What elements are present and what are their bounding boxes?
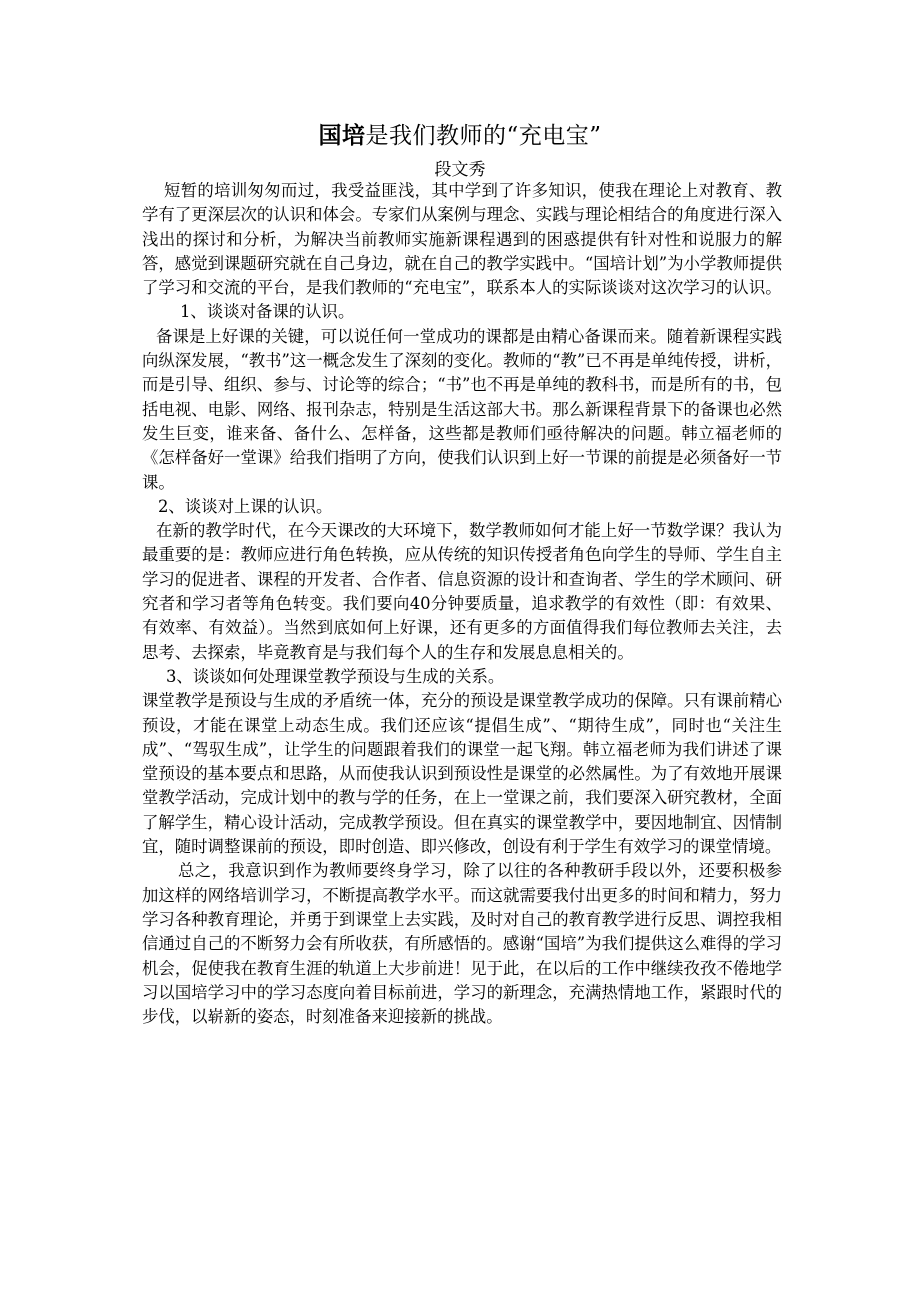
- section-heading-1: 1、谈谈对备课的认识。: [180, 302, 355, 322]
- title-bold-part: 国培: [318, 122, 366, 149]
- section-paragraph-1: 备课是上好课的关键，可以说任何一堂成功的课都是由精心备课而来。随着新课程实践向纵深发展，“教书”这一概念发生了深刻的变化。教师的“教”已不再是单纯传授，讲析，而是引导、组织、参与、讨论等的综合；“书”也不再是单纯的教科书，而是所有的书，包括电视、电影、网络、报刊杂志，特别是生活这部大书。那么新课程背景下的备课也必然发生巨变，谁来备、备什么、怎样备，这些都是教师们亟待解决的问题。韩立福老师的《怎样备好一堂课》给我们指明了方向，使我们认识到上好一节课的前提是必须备好一节课。: [142, 326, 782, 492]
- conclusion-paragraph: 总之，我意识到作为教师要终身学习，除了以往的各种教研手段以外，还要积极参加这样的网络培训学习，不断提高教学水平。而这就需要我付出更多的时间和精力，努力学习各种教育理论，并勇于到课堂上去实践，及时对自己的教育教学进行反思、调控我相信通过自己的不断努力会有所收获，有所感悟的。感谢“国培”为我们提供这么难得的学习机会，促使我在教育生涯的轨道上大步前进！见于此，在以后的工作中继续孜孜不倦地学习以国培学习中的学习态度向着目标前进，学习的新理念，充满热情地工作，紧跟时代的步伐，以崭新的姿态，时刻准备来迎接新的挑战。: [142, 861, 782, 1027]
- title-rest-part: 是我们教师的“充电宝”: [365, 123, 602, 149]
- document-title: [0, 121, 920, 151]
- intro-paragraph: 短暂的培训匆匆而过，我受益匪浅，其中学到了许多知识，使我在理论上对教育、教学有了更深层次的认识和体会。专家们从案例与理念、实践与理论相结合的角度进行深入浅出的探讨和分析，为解决当前教师实施新课程遇到的困惑提供有针对性和说服力的解答，感觉到课题研究就在自己身边，就在自己的教学实践中。“国培计划”为小学教师提供了学习和交流的平台，是我们教师的“充电宝”，联系本人的实际谈谈对这次学习的认识。: [142, 181, 782, 298]
- section-paragraph-2: 在新的教学时代，在今天课改的大环境下，数学教师如何才能上好一节数学课？我认为最重要的是：教师应进行角色转换，应从传统的知识传授者角色向学生的导师、学生自主学习的促进者、课程的开发者、合作者、信息资源的设计和查询者、学生的学术顾问、研究者和学习者等角色转变。我们要向40分钟要质量，追求教学的有效性（即：有效果、有效率、有效益）。当然到底如何上好课，还有更多的方面值得我们每位教师去关注，去思考、去探索，毕竟教育是与我们每个人的生存和发展息息相关的。: [142, 521, 782, 662]
- document-body: [142, 179, 782, 1029]
- section-paragraph-3: 课堂教学是预设与生成的矛盾统一体，充分的预设是课堂教学成功的保障。只有课前精心预设，才能在课堂上动态生成。我们还应该“提倡生成”、“期待生成”，同时也“关注生成”、“驾驭生成”，让学生的问题跟着我们的课堂一起飞翔。韩立福老师为我们讲述了课堂预设的基本要点和思路，从而使我认识到预设性是课堂的必然属性。为了有效地开展课堂教学活动，完成计划中的教与学的任务，在上一堂课之前，我们要深入研究教材，全面了解学生，精心设计活动，完成教学预设。但在真实的课堂教学中，要因地制宜、因情制宜，随时调整课前的预设，即时创造、即兴修改，创设有利于学生有效学习的课堂情境。: [142, 691, 782, 857]
- section-heading-2: 2、谈谈对上课的认识。: [158, 496, 333, 516]
- section-heading-3: 3、谈谈如何处理课堂教学预设与生成的关系。: [166, 666, 505, 686]
- author-name: 段文秀: [434, 160, 486, 180]
